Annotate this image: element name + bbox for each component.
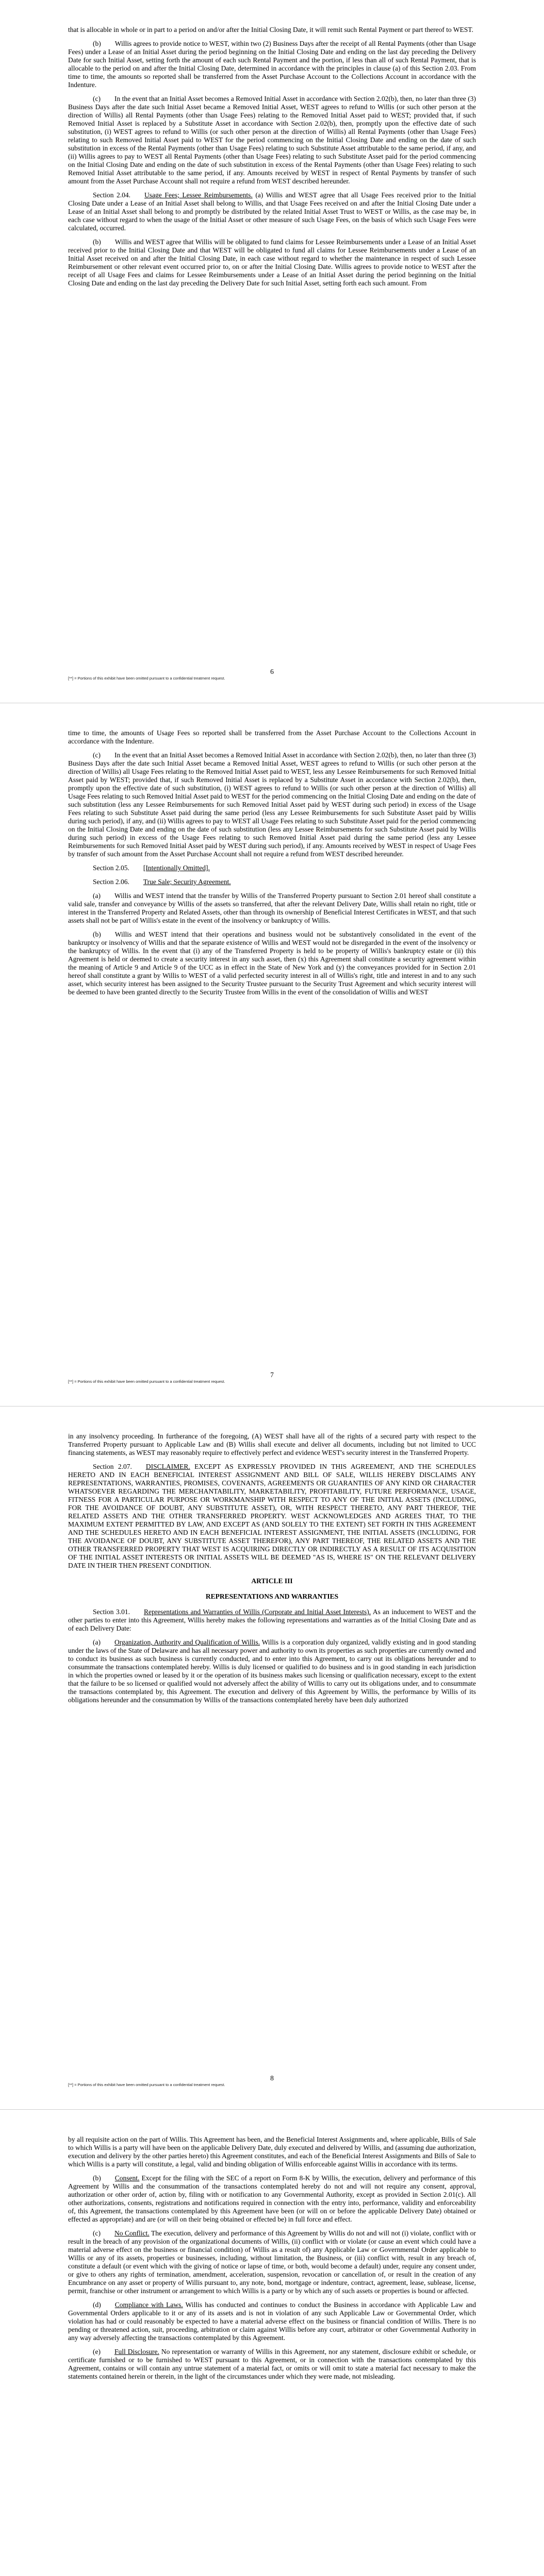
clause-text: (b) Willis agrees to provide notice to WEST, within two (2) Business Days after the receipt of all Rental Payments (other than Usage Fees) under a Lease of an Initial Asset during the period beginning on the Initial Closing Date and ending on the last day preceding the Delivery Date for such Initial Asset, setting forth the amount of each such Rental Payment and the portion, if less than all of such Rental Payment, that is allocable to the period on and after the Initial Closing Date, determined in accordance with the principles in clause (a) of this Section 2.03. From time to time, the amounts so reported shall be transferred from the Asset Purchase Account to the Collections Account in accordance with the Indenture. (68, 40, 476, 89)
clause-text: Except for the filing with the SEC of a report on Form 8-K by Willis, the execution, delivery and performance of this Agreement by Willis and the consummation of the transactions contemplated hereby do not and will not require any consent, approval, authorization or other order of, action by, filing with or notification to any Governmental Authority, except as provided in Section 2.01(c). All other authorizations, consents, registrations and notifications required in connection with the entry into, performance, validity and enforceability of, this Agreement, the transactions contemplated by this Agreement have been (or will on or before the applicable Delivery Date) obtained or effected as appropriate) and are (or will on their being obtained or effected be) in full force and effect. (68, 2174, 476, 2223)
section-paragraph (68, 878, 476, 886)
confidentiality-footnote: [**] = Portions of this exhibit have been omitted pursuant to a confidential treatment request. (68, 1379, 225, 1384)
confidentiality-footnote: [**] = Portions of this exhibit have been omitted pursuant to a confidential treatment request. (68, 2082, 225, 2087)
confidentiality-footnote: [**] = Portions of this exhibit have been omitted pursuant to a confidential treatment request. (68, 676, 225, 681)
subparagraph (68, 1638, 476, 1704)
clause-text: Willis is a corporation duly organized, validly existing and in good standing under the laws of the State of Delaware and has all necessary power and authority to own its properties as such properties are currently owned and to conduct its business as such business is currently conducted, and to enter into this Agreement, to carry out its obligations hereunder and to consummate the transactions contemplated hereby. Willis is duly licensed or qualified to do business and is in good standing in each jurisdiction in which the properties owned or leased by it or the operation of its business makes such licensing or qualification necessary, except to the extent that the failure to be so licensed or qualified would not adversely affect the ability of Willis to carry out its obligations under, and to consummate the transactions contemplated by, this Agreement. The execution and delivery of this Agreement by Willis, the performance by Willis of its obligations hereunder and the consummation by Willis of the transactions contemplated hereby have been duly authorized (68, 1638, 476, 1704)
section-paragraph (68, 1608, 476, 1633)
clause-title: Consent. (114, 2174, 140, 2182)
clause-number: Section 2.06. (93, 878, 129, 886)
page-content (68, 1432, 476, 1710)
paragraph: in any insolvency proceeding. In furtherance of the foregoing, (A) WEST shall have all of the rights of a secured party with respect to the Transferred Property pursuant to Applicable Law and (B) Willis shall execute and deliver all documents, including but not limited to UCC financing statements, as WEST may reasonably require to effectively perfect and evidence WEST's security interest in the Transferred Property. (68, 1432, 476, 1456)
section-paragraph (68, 864, 476, 872)
subparagraph (68, 2301, 476, 2342)
clause-text: No representation or warranty of Willis in this Agreement, nor any statement, disclosure exhibit or schedule, or certificate furnished or to be furnished to WEST pursuant to this Agreement, or in connection with the transactions contemplated by this Agreement, contains or will contain any untrue statement of a material fact, or omits or will omit to state a material fact necessary to make the statements contained herein or therein, in the light of the circumstances under which they were made, not misleading. (68, 2348, 476, 2380)
document-page (0, 703, 544, 1406)
page-number: 8 (270, 2074, 274, 2082)
clause-title: No Conflict. (114, 2229, 150, 2237)
clause-number: (c) (93, 2229, 101, 2237)
subparagraph (68, 2174, 476, 2224)
clause-text: (b) Willis and WEST agree that Willis will be obligated to fund claims for Lessee Reimbursements under a Lease of an Initial Asset received prior to the Initial Closing Date and that WEST will be obligated to fund all claims for Lessee Reimbursements under a Lease of an Initial Asset received on and after the Initial Closing Date, in each case without regard to whether the maintenance in respect of such Lessee Reimbursement or other relevant event occurred prior to, on or after the Initial Closing Date. Willis agrees to provide notice to WEST after the receipt of all Usage Fees and claims for Lessee Reimbursements under a Lease of an Initial Asset during the period beginning on the Initial Closing Date and ending on the last day preceding the Delivery Date for such Initial Asset, setting forth each such amount. From (68, 238, 476, 287)
clause-text: Willis has conducted and continues to conduct the Business in accordance with Applicable Law and Governmental Orders applicable to it or any of its assets and is not in violation of any such Applicable Law or Governmental Order, which violation has had or could reasonably be expected to have a material adverse effect on the business or financial condition of Willis. There is no pending or threatened action, suit, proceeding, arbitration or claim against Willis before any court, arbitrator or other Governmental Authority in any way adversely affecting the transactions contemplated by this Agreement. (68, 2301, 476, 2342)
page-content (68, 2136, 476, 2386)
document-page (0, 2110, 544, 2576)
clause-number: (d) (93, 2301, 101, 2309)
subparagraph (68, 40, 476, 89)
section-paragraph (68, 1463, 476, 1570)
clause-number: (e) (93, 2348, 101, 2355)
clause-title: DISCLAIMER. (145, 1463, 190, 1470)
page-number: 6 (270, 668, 274, 675)
subparagraph (68, 95, 476, 185)
subparagraph (68, 892, 476, 925)
clause-text: (a) Willis and WEST agree that all Usage Fees received prior to the Initial Closing Date under a Lease of an Initial Asset shall belong to Willis, and that Usage Fees received on and after the Initial Closing Date under a Lease of an Initial Asset shall belong to and promptly be distributed by the related Initial Asset Trust to WEST or Willis, as the case may be, in each case without regard to when the usage of the Initial Asset or other measure of such Usage Fees, on the basis of which such Usage Fees were calculated, occurred. (68, 191, 476, 232)
clause-title: Usage Fees; Lessee Reimbursements. (144, 191, 253, 199)
subparagraph (68, 2348, 476, 2381)
clause-text: (c) In the event that an Initial Asset becomes a Removed Initial Asset in accordance with Section 2.02(b), then, no later than three (3) Business Days after the date such Initial Asset became a Removed Initial Asset, WEST agrees to refund to Willis (or such other person at the direction of Willis) all Usage Fees relating to the Removed Initial Asset paid to WEST, less any Lessee Reimbursements for such Removed Initial Asset paid by WEST; provided that, if such Removed Initial Asset is replaced by a Substitute Asset in accordance with Section 2.02(b), then, promptly upon the effective date of such substitution, (i) WEST agrees to refund to Willis (or such other person at the direction of Willis) all Usage Fees relating to such Removed Initial Asset paid to WEST for the period commencing on the Initial Closing Date and ending on the date of such substitution (less any Lessee Reimbursements for such Removed Initial Asset paid by WEST during such period) in excess of the Usage Fees relating to such Substitute Asset paid during the same period (less any Lessee Reimbursements for such Substitute Asset paid by Willis during such period), if any, and (ii) Willis agrees to pay to WEST all Usage Fees relating to such Substitute Asset paid for the period commencing on the Initial Closing Date and ending on the date of such substitution (less any Lessee Reimbursements for such Substitute Asset paid by Willis during such period) in excess of the Usage Fees relating to such Removed Initial Asset paid during the same period (less any Lessee Reimbursements for such Removed Initial Asset paid by WEST during such period), if any. Amounts received by WEST in respect of Usage Fees by transfer of such amount from the Asset Purchase Account shall not require a refund from WEST described hereunder. (68, 751, 476, 858)
clause-text: The execution, delivery and performance of this Agreement by Willis do not and will not (i) violate, conflict with or result in the breach of any provision of the organizational documents of Willis, (ii) conflict with or violate (or cause an event which could have a material adverse effect on the business or financial condition) of Willis as a result of) any Applicable Law or Governmental Order applicable to Willis or any of its assets, properties or businesses, including, without limitation, the Business, or (iii) conflict with, result in any breach of, constitute a default (or event which with the giving of notice or lapse of time, or both, would become a default) under, require any consent under, or give to others any rights of termination, amendment, acceleration, suspension, revocation or cancellation of, or result in the creation of any Encumbrance on any asset or property of Willis pursuant to, any note, bond, mortgage or indenture, contract, agreement, lease, sublease, license, permit, franchise or other instrument or arrangement to which Willis is a party or by which any of such assets or properties is bound or affected. (68, 2229, 476, 2295)
clause-number: Section 2.04. (93, 191, 131, 199)
document-page (0, 1406, 544, 2110)
clause-text: (a) Willis and WEST intend that the transfer by Willis of the Transferred Property pursuant to Section 2.01 hereof shall constitute a valid sale, transfer and conveyance by Willis of the assets so transferred, that after the relevant Delivery Date, Willis shall retain no right, title or interest in the Transferred Property and Related Assets, other than through its ownership of Beneficial Interest Certificates in WEST, and that such assets shall not be part of Willis's estate in the event of the insolvency or bankruptcy of Willis. (68, 892, 476, 924)
document-page (0, 0, 544, 703)
clause-text: (c) In the event that an Initial Asset becomes a Removed Initial Asset in accordance with Section 2.02(b), then, no later than three (3) Business Days after the date such Initial Asset became a Removed Initial Asset, WEST agrees to refund to Willis (or such other person at the direction of Willis) all Rental Payments (other than Usage Fees) relating to the Removed Initial Asset paid to WEST; provided that, if such Removed Initial Asset is replaced by a Substitute Asset in accordance with Section 2.02(b), then, promptly upon the effective date of such substitution, (i) WEST agrees to refund to Willis (or such other person at the direction of Willis) all Rental Payments (other than Usage Fees) relating to such Removed Initial Asset paid to WEST for the period commencing on the Initial Closing Date and ending on the date of such substitution in excess of the Rental Payments (other than Usage Fees) relating to such Substitute Asset attributable to the same period, if any, and (ii) Willis agrees to pay to WEST all Rental Payments (other than Usage Fees) relating to such Substitute Asset paid for the period commencing on the Initial Closing Date and ending on the date of such substitution in excess of the Rental Payments (other than Usage Fees) relating to such Removed Initial Asset attributable to the same period, if any. Amounts received by WEST in respect of Rental Payments by transfer of such amount from the Asset Purchase Account shall not require a refund from WEST described hereunder. (68, 95, 476, 185)
clause-title: Representations and Warranties of Willis (Corporate and Initial Asset Interests). (143, 1608, 371, 1616)
paragraph: that is allocable in whole or in part to a period on and/or after the Initial Closing Date, it will remit such Rental Payment or part thereof to WEST. (68, 26, 474, 33)
subparagraph (68, 2229, 476, 2295)
page-number: 7 (270, 1371, 274, 1379)
subparagraph (68, 238, 476, 287)
clause-text: EXCEPT AS EXPRESSLY PROVIDED IN THIS AGREEMENT, AND THE SCHEDULES HERETO AND IN EACH BENEFICIAL INTEREST ASSIGNMENT AND BILL OF SALE, WILLIS HEREBY DISCLAIMS ANY REPRESENTATIONS, WARRANTIES, PROMISES, COVENANTS, AGREEMENTS OR GUARANTIES OF ANY KIND OR CHARACTER WHATSOEVER REGARDING THE MERCHANTABILITY, MARKETABILITY, PROFITABILITY, FUTURE PERFORMANCE, USAGE, FITNESS FOR A PARTICULAR PURPOSE OR WORKMANSHIP WITH RESPECT TO ANY OF THE INITIAL ASSETS (INCLUDING, FOR THE AVOIDANCE OF DOUBT, ANY SUBSTITUTE ASSET), OR, WITH RESPECT THERETO, ANY PART THEREOF, THE RELATED ASSETS AND THE OTHER TRANSFERRED PROPERTY. WEST ACKNOWLEDGES AND AGREES THAT, TO THE MAXIMUM EXTENT PERMITTED BY LAW, AND EXCEPT AS (AND SOLELY TO THE EXTENT) SET FORTH IN THIS AGREEMENT AND THE SCHEDULES HERETO AND IN EACH BENEFICIAL INTEREST ASSIGNMENT, THE INITIAL ASSETS (INCLUDING, FOR THE AVOIDANCE OF DOUBT, ANY SUBSTITUTE ASSET THEREFOR), ANY PART THEREOF, THE RELATED ASSETS AND THE OTHER TRANSFERRED PROPERTY THAT WEST IS ACQUIRING DIRECTLY OR INDIRECTLY AS A RESULT OF ITS ACQUISITION OF THE INITIAL ASSET INTERESTS OR INITIAL ASSETS WILL BE DEEMED "AS IS, WHERE IS" ON THE RELEVANT DELIVERY DATE IN THEIR THEN PRESENT CONDITION. (68, 1463, 476, 1569)
page-content (68, 26, 476, 293)
section-paragraph (68, 191, 476, 232)
subparagraph (68, 930, 476, 996)
clause-text: As an inducement to WEST and the other parties to enter into this Agreement, Willis hereby makes the following representations and warranties as of the Initial Closing Date and as of each Delivery Date: (68, 1608, 476, 1632)
clause-title: [Intentionally Omitted]. (143, 864, 210, 872)
paragraph: by all requisite action on the part of Willis. This Agreement has been, and the Beneficial Interest Assignments and, where applicable, Bills of Sale to which Willis is a party will have been on the applicable Delivery Date, duly executed and delivered by Willis, and (assuming due authorization, execution and delivery by the other parties hereto) this Agreement constitutes, and each of the Beneficial Interest Assignments and Bills of Sale to which Willis is a party will constitute, a legal, valid and binding obligation of Willis enforceable against Willis in accordance with its terms. (68, 2136, 476, 2168)
clause-number: (a) (93, 1638, 101, 1646)
clause-number: Section 3.01. (93, 1608, 130, 1616)
clause-title: Organization, Authority and Qualification of Willis. (114, 1638, 260, 1646)
clause-title: True Sale; Security Agreement. (143, 878, 231, 886)
clause-title: Full Disclosure. (114, 2348, 159, 2355)
clause-number: Section 2.07. (93, 1463, 132, 1470)
clause-title: Compliance with Laws. (114, 2301, 183, 2309)
clause-text: (b) Willis and WEST intend that their operations and business would not be substantively consolidated in the event of the bankruptcy or insolvency of Willis and that the separate existence of Willis and WEST would not be disregarded in the event of the insolvency or the bankruptcy of Willis. In the event that (i) any of the Transferred Property is held to be property of Willis's bankruptcy estate or (ii) this Agreement is held or deemed to create a security interest in any such asset, then (x) this Agreement shall constitute a security agreement within the meaning of Article 9 and Article 9 of the UCC as in effect in the State of New York and (y) the conveyances provided for in Section 2.01 hereof shall constitute a grant by Willis to WEST of a valid perfected security interest in all of Willis's right, title and interest in and to any such asset, which security interest has been assigned to the Security Trustee pursuant to the Security Trust Agreement and which security interest will be deemed to have been granted directly to the Security Trustee from Willis in the event of the consolidation of Willis and WEST (68, 930, 476, 996)
page-content (68, 729, 476, 1002)
section-heading: ARTICLE III (251, 1577, 293, 1585)
section-heading: REPRESENTATIONS AND WARRANTIES (205, 1592, 339, 1600)
paragraph: time to time, the amounts of Usage Fees so reported shall be transferred from the Asset Purchase Account to the Collections Account in accordance with the Indenture. (68, 729, 476, 745)
clause-number: (b) (93, 2174, 101, 2182)
clause-number: Section 2.05. (93, 864, 129, 872)
subparagraph (68, 751, 476, 858)
